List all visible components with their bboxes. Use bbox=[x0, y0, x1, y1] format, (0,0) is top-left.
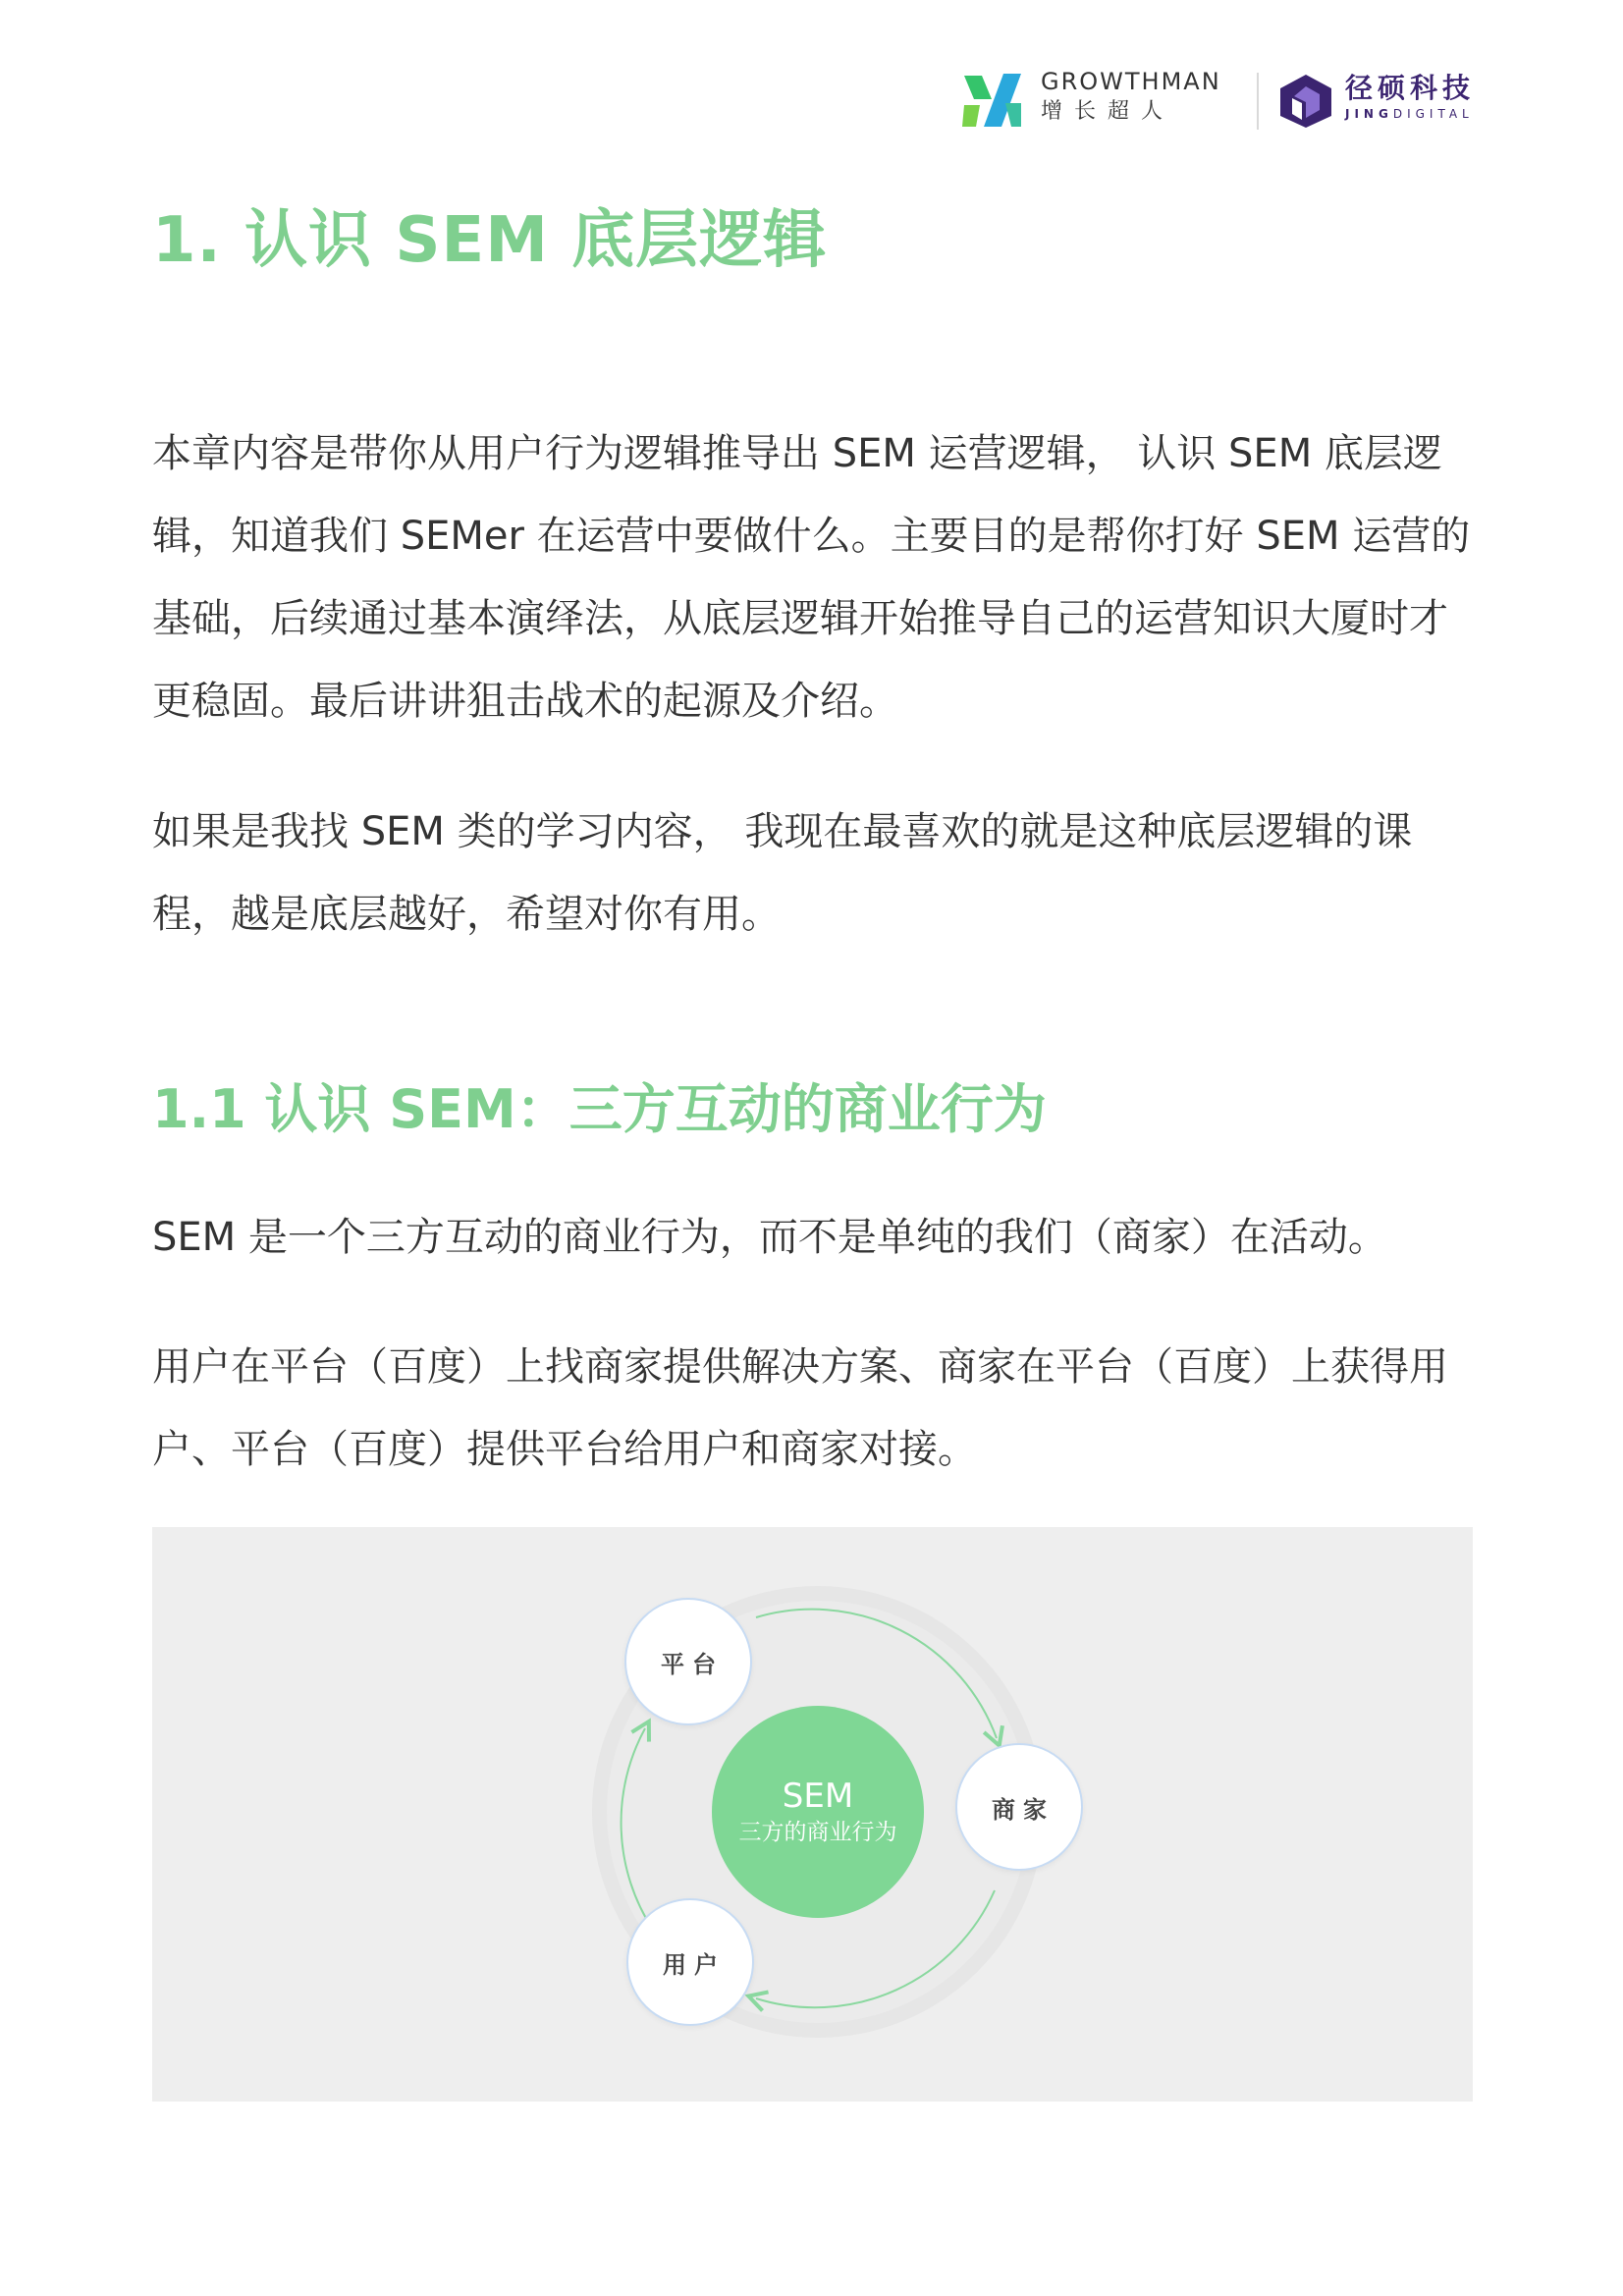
node-merchant-label: 商家 bbox=[992, 1795, 1055, 1824]
page-header bbox=[962, 67, 1492, 136]
jingdigital-english bbox=[1345, 106, 1502, 122]
growthman-wordmark bbox=[1041, 67, 1237, 128]
intro-paragraph: 本章内容是带你从用户行为逻辑推导出 SEM 运营逻辑， 认识 SEM 底层逻辑，知道我们 SEMer 在运营中要做什么。主要目的是帮你打好 SEM 运营的基础，后续通过基本演绎法，从底层逻辑开始推导自己的运营知识大厦时才更稳固。最后讲讲狙击战术的起源及介绍。 bbox=[152, 431, 1471, 724]
page-title: 1. 认识 SEM 底层逻辑 bbox=[152, 204, 828, 277]
second-paragraph: 如果是我找 SEM 类的学习内容， 我现在最喜欢的就是这种底层逻辑的课程，越是底层越好，希望对你有用。 bbox=[152, 809, 1413, 937]
header-divider bbox=[1257, 73, 1259, 130]
center-title: SEM bbox=[782, 1777, 854, 1816]
growthman-chinese: 增长超人 bbox=[1041, 99, 1175, 124]
center-sem-circle bbox=[712, 1706, 924, 1918]
node-user-label: 用户 bbox=[663, 1950, 726, 1979]
node-platform bbox=[624, 1598, 752, 1725]
jingdigital-english-bold: JING bbox=[1345, 107, 1393, 121]
jingdigital-wordmark bbox=[1345, 71, 1502, 122]
interaction-paragraph: 用户在平台（百度）上找商家提供解决方案、商家在平台（百度）上获得用户、平台（百度）提供平台给用户和商家对接。 bbox=[152, 1344, 1448, 1472]
jingdigital-english-rest: DIGITAL bbox=[1392, 107, 1474, 121]
center-subtitle: 三方的商业行为 bbox=[738, 1820, 897, 1845]
growthman-english: GROWTHMAN bbox=[1041, 68, 1221, 95]
node-user bbox=[626, 1898, 754, 2026]
node-platform-label: 平台 bbox=[661, 1650, 724, 1678]
section-subtitle: 1.1 认识 SEM：三方互动的商业行为 bbox=[152, 1078, 1047, 1140]
jingdigital-logo-icon bbox=[1278, 73, 1333, 130]
node-merchant bbox=[955, 1743, 1083, 1871]
jingdigital-chinese: 径硕科技 bbox=[1345, 72, 1476, 104]
three-party-diagram bbox=[152, 1527, 1473, 2102]
growthman-logo-icon bbox=[962, 70, 1023, 131]
sem-definition-paragraph: SEM 是一个三方互动的商业行为，而不是单纯的我们（商家）在活动。 bbox=[152, 1215, 1387, 1260]
